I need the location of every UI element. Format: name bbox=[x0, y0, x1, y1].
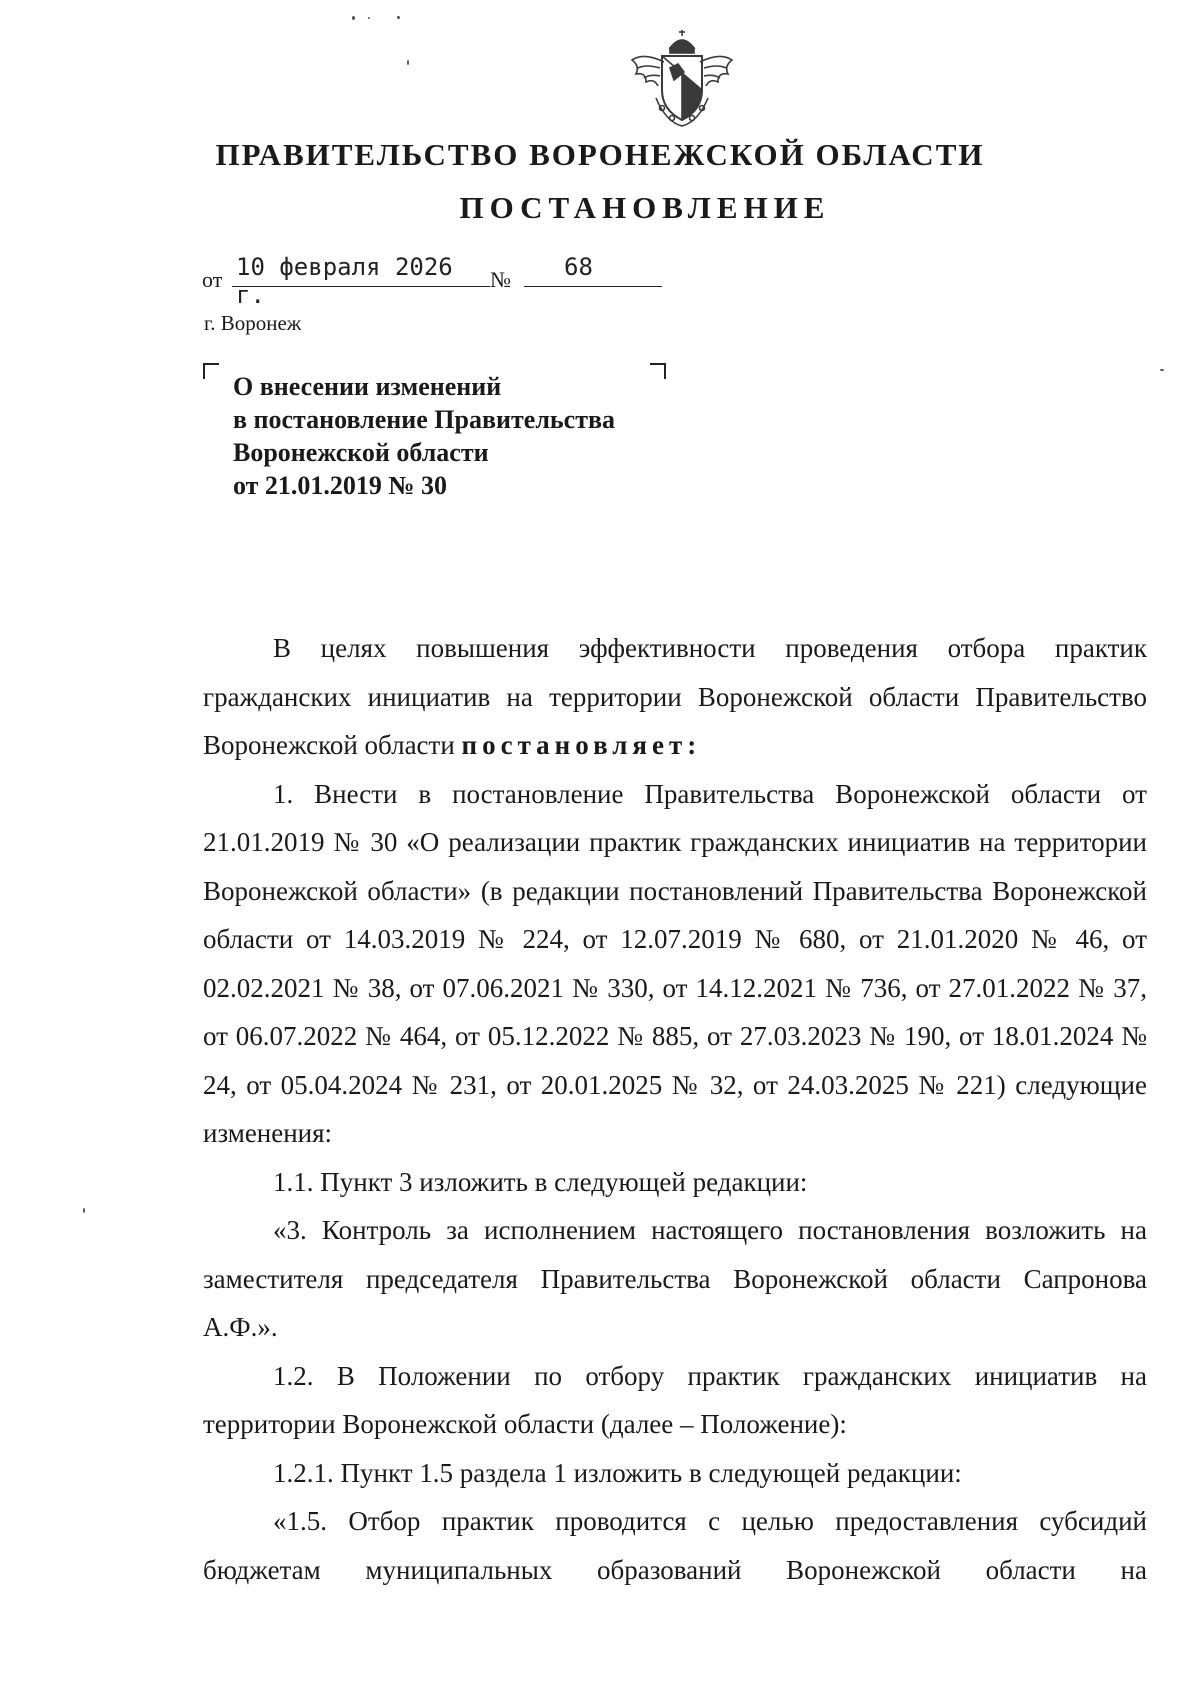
government-title: ПРАВИТЕЛЬСТВО ВОРОНЕЖСКОЙ ОБЛАСТИ bbox=[215, 137, 985, 172]
voronezh-coat-of-arms-icon bbox=[626, 28, 738, 128]
subject-corner-mark-left bbox=[203, 363, 219, 379]
scan-speck bbox=[83, 1208, 85, 1213]
document-type: ПОСТАНОВЛЕНИЕ bbox=[459, 190, 831, 225]
subject-line: в постановление Правительства bbox=[233, 405, 616, 434]
paragraph-item-1-5-text: «1.5. Отбор практик проводится с целью предоставления субсидий бюджетам муниципальных образований Воронежской области на bbox=[203, 1506, 1147, 1585]
scan-speck bbox=[407, 60, 409, 65]
preamble-text: В целях повышения эффективности проведения отбора практик гражданских инициатив на территории Воронежской области Правительство Воронежской области bbox=[203, 633, 1147, 760]
document-date: 10 февраля 2026 г. bbox=[232, 253, 490, 287]
paragraph-item-3-text: «3. Контроль за исполнением настоящего постановления возложить на заместителя председателя Правительства Воронежской области Сапронова А.Ф.». bbox=[203, 1215, 1147, 1342]
subject-line: О внесении изменений bbox=[233, 372, 502, 401]
paragraph-item-1-1: 1.1. Пункт 3 изложить в следующей редакции: bbox=[273, 1166, 808, 1197]
paragraph-item-1-2-1: 1.2.1. Пункт 1.5 раздела 1 изложить в следующей редакции: bbox=[273, 1457, 962, 1488]
document-number: 68 bbox=[524, 253, 662, 287]
paragraph-item-1-2: 1.2. В Положении по отбору практик гражданских инициатив на территории Воронежской области (далее – Положение): bbox=[203, 1360, 1147, 1439]
scan-speck bbox=[397, 16, 400, 19]
subject-line: от 21.01.2019 № 30 bbox=[233, 471, 448, 500]
scan-speck bbox=[1160, 369, 1164, 371]
subject-line: Воронежской области bbox=[233, 438, 489, 467]
paragraph-item-1: 1. Внести в постановление Правительства Воронежской области от 21.01.2019 № 30 «О реализации практик гражданских инициатив на территории Воронежской области» (в редакции постановлений Правительства Воронежской области от 14.03.2019 № 224, от 12.07.2019 № 680, от 21.01.2020 № 46, от 02.02.2021 № 38, от 07.06.2021 № 330, от 14.12.2021 № 736, от 27.01.2022 № 37, от 06.07.2022 № 464, от 05.12.2022 № 885, от 27.03.2023 № 190, от 18.01.2024 № 24, от 05.04.2024 № 231, от 20.01.2025 № 32, от 24.03.2025 № 221) следующие изменения: bbox=[203, 778, 1147, 1148]
scan-speck bbox=[352, 16, 355, 20]
date-number-line bbox=[202, 253, 662, 309]
document-subject bbox=[233, 370, 693, 502]
date-prefix: от bbox=[202, 267, 223, 292]
number-sign: № bbox=[490, 267, 511, 292]
resolution-word: постановляет: bbox=[461, 730, 702, 760]
document-body bbox=[203, 624, 1147, 1594]
city-name: г. Воронеж bbox=[204, 311, 302, 335]
paragraph-preamble bbox=[203, 624, 1147, 770]
scan-speck bbox=[368, 17, 370, 19]
